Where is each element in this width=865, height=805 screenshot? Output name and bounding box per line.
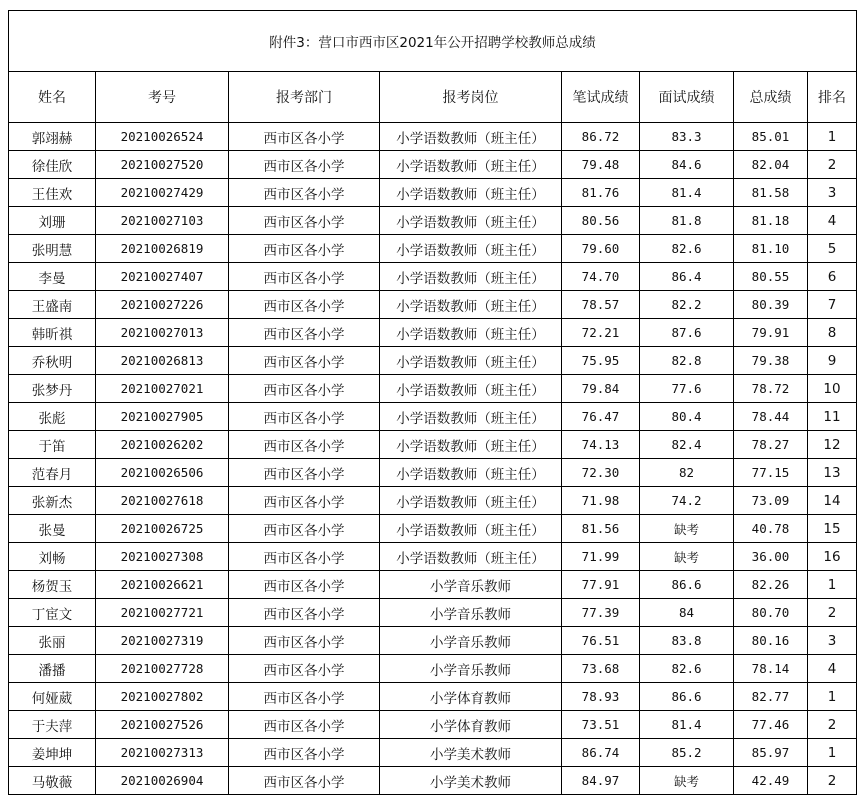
cell-written-score: 73.51 bbox=[562, 711, 640, 739]
cell-written-score: 71.99 bbox=[562, 543, 640, 571]
cell-name: 刘珊 bbox=[9, 207, 96, 235]
cell-interview-score: 81.4 bbox=[640, 711, 734, 739]
cell-name: 丁宦文 bbox=[9, 599, 96, 627]
cell-exam-id: 20210027721 bbox=[96, 599, 229, 627]
cell-exam-id: 20210027407 bbox=[96, 263, 229, 291]
table-row bbox=[9, 571, 857, 599]
cell-interview-score: 81.4 bbox=[640, 179, 734, 207]
cell-position: 小学语数教师（班主任） bbox=[380, 347, 562, 375]
cell-total-score: 81.10 bbox=[734, 235, 808, 263]
cell-exam-id: 20210027728 bbox=[96, 655, 229, 683]
table-row bbox=[9, 263, 857, 291]
cell-rank: 2 bbox=[808, 599, 857, 627]
cell-rank: 11 bbox=[808, 403, 857, 431]
cell-rank: 1 bbox=[808, 683, 857, 711]
cell-interview-score: 82 bbox=[640, 459, 734, 487]
cell-interview-score: 87.6 bbox=[640, 319, 734, 347]
cell-rank: 1 bbox=[808, 571, 857, 599]
cell-position: 小学语数教师（班主任） bbox=[380, 543, 562, 571]
cell-name: 张丽 bbox=[9, 627, 96, 655]
cell-interview-score: 82.8 bbox=[640, 347, 734, 375]
cell-position: 小学语数教师（班主任） bbox=[380, 151, 562, 179]
cell-department: 西市区各小学 bbox=[229, 431, 380, 459]
cell-interview-score: 85.2 bbox=[640, 739, 734, 767]
col-header-department: 报考部门 bbox=[229, 72, 380, 123]
table-row bbox=[9, 711, 857, 739]
cell-written-score: 75.95 bbox=[562, 347, 640, 375]
cell-written-score: 81.76 bbox=[562, 179, 640, 207]
cell-position: 小学音乐教师 bbox=[380, 571, 562, 599]
cell-written-score: 77.39 bbox=[562, 599, 640, 627]
cell-name: 于笛 bbox=[9, 431, 96, 459]
cell-rank: 6 bbox=[808, 263, 857, 291]
cell-department: 西市区各小学 bbox=[229, 683, 380, 711]
cell-written-score: 78.93 bbox=[562, 683, 640, 711]
cell-department: 西市区各小学 bbox=[229, 179, 380, 207]
cell-interview-score: 74.2 bbox=[640, 487, 734, 515]
cell-name: 乔秋明 bbox=[9, 347, 96, 375]
cell-total-score: 80.55 bbox=[734, 263, 808, 291]
cell-written-score: 77.91 bbox=[562, 571, 640, 599]
table-row bbox=[9, 431, 857, 459]
cell-interview-score: 缺考 bbox=[640, 767, 734, 795]
cell-position: 小学体育教师 bbox=[380, 711, 562, 739]
table-row bbox=[9, 683, 857, 711]
cell-position: 小学美术教师 bbox=[380, 739, 562, 767]
cell-rank: 16 bbox=[808, 543, 857, 571]
cell-position: 小学体育教师 bbox=[380, 683, 562, 711]
cell-position: 小学语数教师（班主任） bbox=[380, 403, 562, 431]
cell-department: 西市区各小学 bbox=[229, 319, 380, 347]
table-row bbox=[9, 487, 857, 515]
cell-position: 小学语数教师（班主任） bbox=[380, 515, 562, 543]
cell-department: 西市区各小学 bbox=[229, 515, 380, 543]
cell-total-score: 81.58 bbox=[734, 179, 808, 207]
cell-total-score: 81.18 bbox=[734, 207, 808, 235]
cell-total-score: 78.72 bbox=[734, 375, 808, 403]
col-header-position: 报考岗位 bbox=[380, 72, 562, 123]
cell-total-score: 82.26 bbox=[734, 571, 808, 599]
cell-rank: 2 bbox=[808, 711, 857, 739]
cell-exam-id: 20210027319 bbox=[96, 627, 229, 655]
cell-interview-score: 83.8 bbox=[640, 627, 734, 655]
cell-exam-id: 20210027226 bbox=[96, 291, 229, 319]
cell-rank: 5 bbox=[808, 235, 857, 263]
cell-position: 小学语数教师（班主任） bbox=[380, 487, 562, 515]
cell-rank: 2 bbox=[808, 767, 857, 795]
cell-name: 范春月 bbox=[9, 459, 96, 487]
table-row bbox=[9, 515, 857, 543]
table-row bbox=[9, 179, 857, 207]
col-header-rank: 排名 bbox=[808, 72, 857, 123]
table-row bbox=[9, 599, 857, 627]
cell-exam-id: 20210026813 bbox=[96, 347, 229, 375]
cell-interview-score: 84 bbox=[640, 599, 734, 627]
cell-rank: 9 bbox=[808, 347, 857, 375]
cell-interview-score: 缺考 bbox=[640, 515, 734, 543]
cell-rank: 4 bbox=[808, 207, 857, 235]
cell-interview-score: 82.6 bbox=[640, 235, 734, 263]
cell-rank: 10 bbox=[808, 375, 857, 403]
cell-position: 小学语数教师（班主任） bbox=[380, 431, 562, 459]
cell-department: 西市区各小学 bbox=[229, 207, 380, 235]
cell-name: 张曼 bbox=[9, 515, 96, 543]
cell-total-score: 82.04 bbox=[734, 151, 808, 179]
col-header-total-score: 总成绩 bbox=[734, 72, 808, 123]
cell-written-score: 74.70 bbox=[562, 263, 640, 291]
table-row bbox=[9, 627, 857, 655]
cell-rank: 8 bbox=[808, 319, 857, 347]
cell-department: 西市区各小学 bbox=[229, 711, 380, 739]
cell-interview-score: 82.6 bbox=[640, 655, 734, 683]
col-header-name: 姓名 bbox=[9, 72, 96, 123]
cell-written-score: 79.48 bbox=[562, 151, 640, 179]
cell-exam-id: 20210027526 bbox=[96, 711, 229, 739]
cell-total-score: 77.46 bbox=[734, 711, 808, 739]
cell-exam-id: 20210026904 bbox=[96, 767, 229, 795]
cell-written-score: 79.60 bbox=[562, 235, 640, 263]
table-row bbox=[9, 403, 857, 431]
cell-position: 小学语数教师（班主任） bbox=[380, 319, 562, 347]
cell-name: 姜坤坤 bbox=[9, 739, 96, 767]
cell-name: 马敬薇 bbox=[9, 767, 96, 795]
table-row bbox=[9, 459, 857, 487]
cell-exam-id: 20210027905 bbox=[96, 403, 229, 431]
table-row bbox=[9, 655, 857, 683]
cell-written-score: 86.74 bbox=[562, 739, 640, 767]
cell-exam-id: 20210026819 bbox=[96, 235, 229, 263]
cell-name: 徐佳欣 bbox=[9, 151, 96, 179]
cell-exam-id: 20210027313 bbox=[96, 739, 229, 767]
table-row bbox=[9, 151, 857, 179]
cell-department: 西市区各小学 bbox=[229, 543, 380, 571]
cell-department: 西市区各小学 bbox=[229, 487, 380, 515]
cell-name: 张新杰 bbox=[9, 487, 96, 515]
cell-name: 何娅葳 bbox=[9, 683, 96, 711]
table-row bbox=[9, 235, 857, 263]
cell-rank: 1 bbox=[808, 123, 857, 151]
cell-interview-score: 82.2 bbox=[640, 291, 734, 319]
cell-total-score: 85.97 bbox=[734, 739, 808, 767]
cell-total-score: 78.44 bbox=[734, 403, 808, 431]
cell-exam-id: 20210026621 bbox=[96, 571, 229, 599]
cell-exam-id: 20210027618 bbox=[96, 487, 229, 515]
cell-department: 西市区各小学 bbox=[229, 767, 380, 795]
cell-name: 潘播 bbox=[9, 655, 96, 683]
cell-rank: 13 bbox=[808, 459, 857, 487]
cell-department: 西市区各小学 bbox=[229, 123, 380, 151]
cell-name: 张梦丹 bbox=[9, 375, 96, 403]
score-table bbox=[8, 10, 857, 795]
cell-name: 王盛南 bbox=[9, 291, 96, 319]
cell-written-score: 86.72 bbox=[562, 123, 640, 151]
cell-total-score: 80.70 bbox=[734, 599, 808, 627]
cell-department: 西市区各小学 bbox=[229, 347, 380, 375]
table-row bbox=[9, 347, 857, 375]
table-row bbox=[9, 123, 857, 151]
cell-exam-id: 20210027103 bbox=[96, 207, 229, 235]
cell-rank: 7 bbox=[808, 291, 857, 319]
cell-position: 小学语数教师（班主任） bbox=[380, 459, 562, 487]
cell-name: 郭翊赫 bbox=[9, 123, 96, 151]
cell-written-score: 81.56 bbox=[562, 515, 640, 543]
cell-written-score: 84.97 bbox=[562, 767, 640, 795]
cell-exam-id: 20210027802 bbox=[96, 683, 229, 711]
cell-position: 小学语数教师（班主任） bbox=[380, 263, 562, 291]
cell-name: 杨贺玉 bbox=[9, 571, 96, 599]
cell-position: 小学语数教师（班主任） bbox=[380, 207, 562, 235]
cell-department: 西市区各小学 bbox=[229, 151, 380, 179]
cell-interview-score: 80.4 bbox=[640, 403, 734, 431]
cell-position: 小学音乐教师 bbox=[380, 655, 562, 683]
cell-total-score: 42.49 bbox=[734, 767, 808, 795]
table-row bbox=[9, 291, 857, 319]
cell-position: 小学语数教师（班主任） bbox=[380, 235, 562, 263]
col-header-interview-score: 面试成绩 bbox=[640, 72, 734, 123]
cell-name: 于夫萍 bbox=[9, 711, 96, 739]
header-row bbox=[9, 72, 857, 123]
cell-written-score: 76.51 bbox=[562, 627, 640, 655]
cell-exam-id: 20210027520 bbox=[96, 151, 229, 179]
cell-department: 西市区各小学 bbox=[229, 599, 380, 627]
cell-position: 小学语数教师（班主任） bbox=[380, 375, 562, 403]
cell-interview-score: 83.3 bbox=[640, 123, 734, 151]
cell-position: 小学美术教师 bbox=[380, 767, 562, 795]
table-row bbox=[9, 767, 857, 795]
cell-department: 西市区各小学 bbox=[229, 627, 380, 655]
col-header-written-score: 笔试成绩 bbox=[562, 72, 640, 123]
cell-written-score: 72.21 bbox=[562, 319, 640, 347]
cell-total-score: 82.77 bbox=[734, 683, 808, 711]
table-row bbox=[9, 543, 857, 571]
cell-written-score: 71.98 bbox=[562, 487, 640, 515]
cell-written-score: 72.30 bbox=[562, 459, 640, 487]
cell-interview-score: 81.8 bbox=[640, 207, 734, 235]
cell-interview-score: 84.6 bbox=[640, 151, 734, 179]
cell-total-score: 78.14 bbox=[734, 655, 808, 683]
cell-interview-score: 82.4 bbox=[640, 431, 734, 459]
cell-written-score: 73.68 bbox=[562, 655, 640, 683]
cell-exam-id: 20210026524 bbox=[96, 123, 229, 151]
cell-exam-id: 20210027429 bbox=[96, 179, 229, 207]
cell-exam-id: 20210027021 bbox=[96, 375, 229, 403]
cell-department: 西市区各小学 bbox=[229, 571, 380, 599]
cell-written-score: 79.84 bbox=[562, 375, 640, 403]
cell-written-score: 78.57 bbox=[562, 291, 640, 319]
cell-name: 张彪 bbox=[9, 403, 96, 431]
cell-rank: 3 bbox=[808, 627, 857, 655]
cell-total-score: 79.38 bbox=[734, 347, 808, 375]
cell-total-score: 79.91 bbox=[734, 319, 808, 347]
table-row bbox=[9, 207, 857, 235]
table-row bbox=[9, 739, 857, 767]
cell-rank: 15 bbox=[808, 515, 857, 543]
cell-interview-score: 86.4 bbox=[640, 263, 734, 291]
cell-interview-score: 缺考 bbox=[640, 543, 734, 571]
cell-position: 小学音乐教师 bbox=[380, 599, 562, 627]
cell-exam-id: 20210026506 bbox=[96, 459, 229, 487]
cell-written-score: 80.56 bbox=[562, 207, 640, 235]
cell-exam-id: 20210026725 bbox=[96, 515, 229, 543]
cell-interview-score: 86.6 bbox=[640, 571, 734, 599]
cell-department: 西市区各小学 bbox=[229, 403, 380, 431]
cell-department: 西市区各小学 bbox=[229, 291, 380, 319]
cell-name: 刘畅 bbox=[9, 543, 96, 571]
cell-rank: 3 bbox=[808, 179, 857, 207]
cell-department: 西市区各小学 bbox=[229, 459, 380, 487]
cell-department: 西市区各小学 bbox=[229, 263, 380, 291]
cell-rank: 12 bbox=[808, 431, 857, 459]
cell-total-score: 77.15 bbox=[734, 459, 808, 487]
cell-total-score: 40.78 bbox=[734, 515, 808, 543]
cell-rank: 1 bbox=[808, 739, 857, 767]
cell-total-score: 36.00 bbox=[734, 543, 808, 571]
table-row bbox=[9, 319, 857, 347]
cell-name: 李曼 bbox=[9, 263, 96, 291]
cell-rank: 14 bbox=[808, 487, 857, 515]
table-title: 附件3：营口市西市区2021年公开招聘学校教师总成绩 bbox=[9, 11, 857, 72]
cell-exam-id: 20210027308 bbox=[96, 543, 229, 571]
cell-department: 西市区各小学 bbox=[229, 235, 380, 263]
cell-exam-id: 20210026202 bbox=[96, 431, 229, 459]
cell-interview-score: 86.6 bbox=[640, 683, 734, 711]
cell-name: 王佳欢 bbox=[9, 179, 96, 207]
cell-written-score: 76.47 bbox=[562, 403, 640, 431]
title-row bbox=[9, 11, 857, 72]
cell-rank: 2 bbox=[808, 151, 857, 179]
cell-total-score: 80.16 bbox=[734, 627, 808, 655]
cell-department: 西市区各小学 bbox=[229, 375, 380, 403]
cell-total-score: 85.01 bbox=[734, 123, 808, 151]
cell-total-score: 80.39 bbox=[734, 291, 808, 319]
cell-written-score: 74.13 bbox=[562, 431, 640, 459]
cell-name: 韩昕祺 bbox=[9, 319, 96, 347]
col-header-exam-id: 考号 bbox=[96, 72, 229, 123]
cell-department: 西市区各小学 bbox=[229, 739, 380, 767]
cell-department: 西市区各小学 bbox=[229, 655, 380, 683]
cell-interview-score: 77.6 bbox=[640, 375, 734, 403]
cell-total-score: 78.27 bbox=[734, 431, 808, 459]
cell-position: 小学音乐教师 bbox=[380, 627, 562, 655]
cell-position: 小学语数教师（班主任） bbox=[380, 179, 562, 207]
table-body bbox=[9, 123, 857, 795]
table-row bbox=[9, 375, 857, 403]
cell-position: 小学语数教师（班主任） bbox=[380, 123, 562, 151]
cell-total-score: 73.09 bbox=[734, 487, 808, 515]
cell-name: 张明慧 bbox=[9, 235, 96, 263]
cell-rank: 4 bbox=[808, 655, 857, 683]
cell-exam-id: 20210027013 bbox=[96, 319, 229, 347]
cell-position: 小学语数教师（班主任） bbox=[380, 291, 562, 319]
